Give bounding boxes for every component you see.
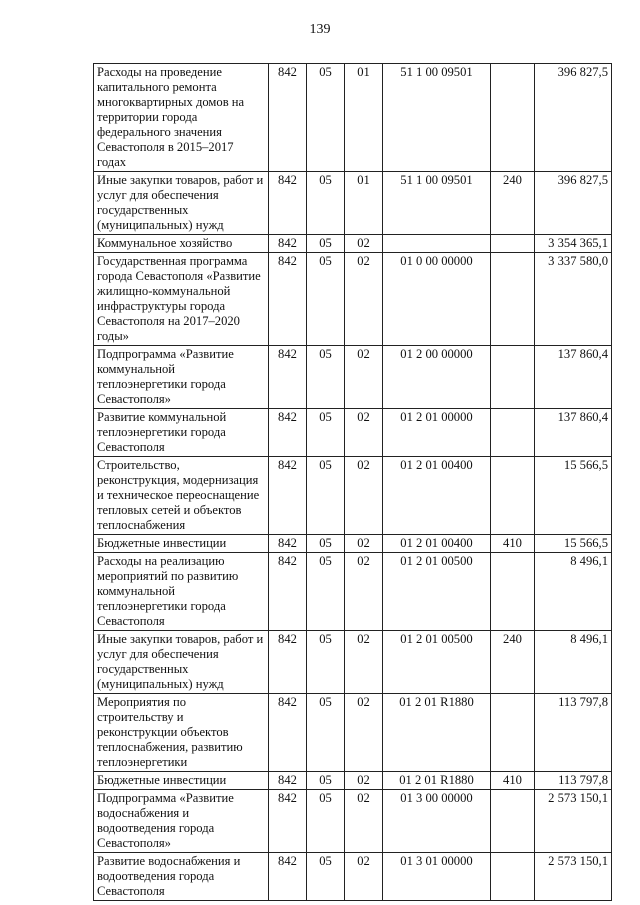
table-row bbox=[94, 553, 612, 631]
row-expense-type-cell bbox=[491, 694, 535, 772]
row-sum-cell: 137 860,4 bbox=[535, 409, 612, 457]
row-target-article-cell: 01 3 01 00000 bbox=[383, 853, 491, 901]
row-section-cell: 05 bbox=[307, 853, 345, 901]
row-name-cell: Бюджетные инвестиции bbox=[94, 772, 269, 790]
row-section-cell: 05 bbox=[307, 235, 345, 253]
row-expense-type-cell bbox=[491, 553, 535, 631]
row-expense-type-cell: 410 bbox=[491, 772, 535, 790]
row-ministry-cell: 842 bbox=[269, 790, 307, 853]
row-section-cell: 05 bbox=[307, 535, 345, 553]
row-subsection-cell: 01 bbox=[345, 64, 383, 172]
row-sum-cell: 396 827,5 bbox=[535, 172, 612, 235]
row-section-cell: 05 bbox=[307, 409, 345, 457]
row-expense-type-cell: 240 bbox=[491, 631, 535, 694]
row-target-article-cell: 01 3 00 00000 bbox=[383, 790, 491, 853]
row-name-cell: Подпрограмма «Развитие коммунальной теплоэнергетики города Севастополя» bbox=[94, 346, 269, 409]
table-row bbox=[94, 172, 612, 235]
row-name-cell: Коммунальное хозяйство bbox=[94, 235, 269, 253]
row-sum-cell: 137 860,4 bbox=[535, 346, 612, 409]
row-ministry-cell: 842 bbox=[269, 631, 307, 694]
table-row bbox=[94, 694, 612, 772]
row-subsection-cell: 02 bbox=[345, 631, 383, 694]
row-subsection-cell: 02 bbox=[345, 772, 383, 790]
row-expense-type-cell bbox=[491, 346, 535, 409]
table-row bbox=[94, 346, 612, 409]
row-subsection-cell: 02 bbox=[345, 694, 383, 772]
row-subsection-cell: 02 bbox=[345, 790, 383, 853]
row-sum-cell: 3 354 365,1 bbox=[535, 235, 612, 253]
row-subsection-cell: 02 bbox=[345, 853, 383, 901]
row-ministry-cell: 842 bbox=[269, 253, 307, 346]
row-subsection-cell: 02 bbox=[345, 409, 383, 457]
row-sum-cell: 15 566,5 bbox=[535, 535, 612, 553]
row-expense-type-cell bbox=[491, 853, 535, 901]
row-ministry-cell: 842 bbox=[269, 235, 307, 253]
row-sum-cell: 2 573 150,1 bbox=[535, 853, 612, 901]
row-name-cell: Развитие водоснабжения и водоотведения города Севастополя bbox=[94, 853, 269, 901]
row-expense-type-cell: 410 bbox=[491, 535, 535, 553]
row-target-article-cell: 01 2 01 R1880 bbox=[383, 694, 491, 772]
row-ministry-cell: 842 bbox=[269, 457, 307, 535]
row-name-cell: Иные закупки товаров, работ и услуг для обеспечения государственных (муниципальных) нужд bbox=[94, 172, 269, 235]
page-number: 139 bbox=[309, 22, 331, 37]
row-name-cell: Государственная программа города Севастополя «Развитие жилищно-коммунальной инфраструктуры города Севастополя на 2017–2020 годы» bbox=[94, 253, 269, 346]
table-row bbox=[94, 409, 612, 457]
row-target-article-cell: 51 1 00 09501 bbox=[383, 172, 491, 235]
row-target-article-cell: 01 2 00 00000 bbox=[383, 346, 491, 409]
budget-table bbox=[93, 63, 612, 901]
table-row bbox=[94, 631, 612, 694]
row-sum-cell: 8 496,1 bbox=[535, 553, 612, 631]
row-subsection-cell: 01 bbox=[345, 172, 383, 235]
row-sum-cell: 2 573 150,1 bbox=[535, 790, 612, 853]
row-ministry-cell: 842 bbox=[269, 64, 307, 172]
row-target-article-cell: 01 2 01 00000 bbox=[383, 409, 491, 457]
row-ministry-cell: 842 bbox=[269, 409, 307, 457]
row-name-cell: Бюджетные инвестиции bbox=[94, 535, 269, 553]
row-name-cell: Развитие коммунальной теплоэнергетики города Севастополя bbox=[94, 409, 269, 457]
row-expense-type-cell bbox=[491, 64, 535, 172]
row-sum-cell: 113 797,8 bbox=[535, 772, 612, 790]
row-target-article-cell: 01 0 00 00000 bbox=[383, 253, 491, 346]
row-section-cell: 05 bbox=[307, 172, 345, 235]
row-section-cell: 05 bbox=[307, 553, 345, 631]
row-target-article-cell bbox=[383, 235, 491, 253]
row-target-article-cell: 01 2 01 00500 bbox=[383, 553, 491, 631]
row-subsection-cell: 02 bbox=[345, 457, 383, 535]
row-target-article-cell: 01 2 01 00400 bbox=[383, 457, 491, 535]
row-name-cell: Мероприятия по строительству и реконструкции объектов теплоснабжения, развитию теплоэнергетики bbox=[94, 694, 269, 772]
row-section-cell: 05 bbox=[307, 457, 345, 535]
row-expense-type-cell bbox=[491, 235, 535, 253]
row-subsection-cell: 02 bbox=[345, 253, 383, 346]
row-ministry-cell: 842 bbox=[269, 553, 307, 631]
row-subsection-cell: 02 bbox=[345, 346, 383, 409]
row-subsection-cell: 02 bbox=[345, 235, 383, 253]
row-expense-type-cell bbox=[491, 457, 535, 535]
row-section-cell: 05 bbox=[307, 694, 345, 772]
table-body bbox=[94, 64, 612, 901]
row-section-cell: 05 bbox=[307, 64, 345, 172]
row-expense-type-cell bbox=[491, 790, 535, 853]
row-sum-cell: 3 337 580,0 bbox=[535, 253, 612, 346]
row-expense-type-cell: 240 bbox=[491, 172, 535, 235]
table-row bbox=[94, 235, 612, 253]
row-sum-cell: 15 566,5 bbox=[535, 457, 612, 535]
row-name-cell: Подпрограмма «Развитие водоснабжения и водоотведения города Севастополя» bbox=[94, 790, 269, 853]
table-row bbox=[94, 535, 612, 553]
table-row bbox=[94, 64, 612, 172]
row-name-cell: Расходы на реализацию мероприятий по развитию коммунальной теплоэнергетики города Севастополя bbox=[94, 553, 269, 631]
row-section-cell: 05 bbox=[307, 253, 345, 346]
row-target-article-cell: 01 2 01 00500 bbox=[383, 631, 491, 694]
row-expense-type-cell bbox=[491, 409, 535, 457]
row-name-cell: Иные закупки товаров, работ и услуг для обеспечения государственных (муниципальных) нужд bbox=[94, 631, 269, 694]
table-row bbox=[94, 253, 612, 346]
row-section-cell: 05 bbox=[307, 772, 345, 790]
table-row bbox=[94, 853, 612, 901]
row-sum-cell: 396 827,5 bbox=[535, 64, 612, 172]
row-subsection-cell: 02 bbox=[345, 553, 383, 631]
row-target-article-cell: 01 2 01 R1880 bbox=[383, 772, 491, 790]
row-name-cell: Строительство, реконструкция, модернизация и техническое переоснащение тепловых сетей и объектов теплоснабжения bbox=[94, 457, 269, 535]
row-subsection-cell: 02 bbox=[345, 535, 383, 553]
row-ministry-cell: 842 bbox=[269, 694, 307, 772]
row-ministry-cell: 842 bbox=[269, 535, 307, 553]
row-target-article-cell: 51 1 00 09501 bbox=[383, 64, 491, 172]
row-section-cell: 05 bbox=[307, 790, 345, 853]
row-ministry-cell: 842 bbox=[269, 172, 307, 235]
row-ministry-cell: 842 bbox=[269, 853, 307, 901]
row-section-cell: 05 bbox=[307, 346, 345, 409]
row-sum-cell: 113 797,8 bbox=[535, 694, 612, 772]
table-row bbox=[94, 457, 612, 535]
row-ministry-cell: 842 bbox=[269, 346, 307, 409]
table-row bbox=[94, 790, 612, 853]
row-sum-cell: 8 496,1 bbox=[535, 631, 612, 694]
row-ministry-cell: 842 bbox=[269, 772, 307, 790]
row-name-cell: Расходы на проведение капитального ремонта многоквартирных домов на территории города федерального значения Севастополя в 2015–2017 годах bbox=[94, 64, 269, 172]
table-row bbox=[94, 772, 612, 790]
row-expense-type-cell bbox=[491, 253, 535, 346]
row-target-article-cell: 01 2 01 00400 bbox=[383, 535, 491, 553]
row-section-cell: 05 bbox=[307, 631, 345, 694]
